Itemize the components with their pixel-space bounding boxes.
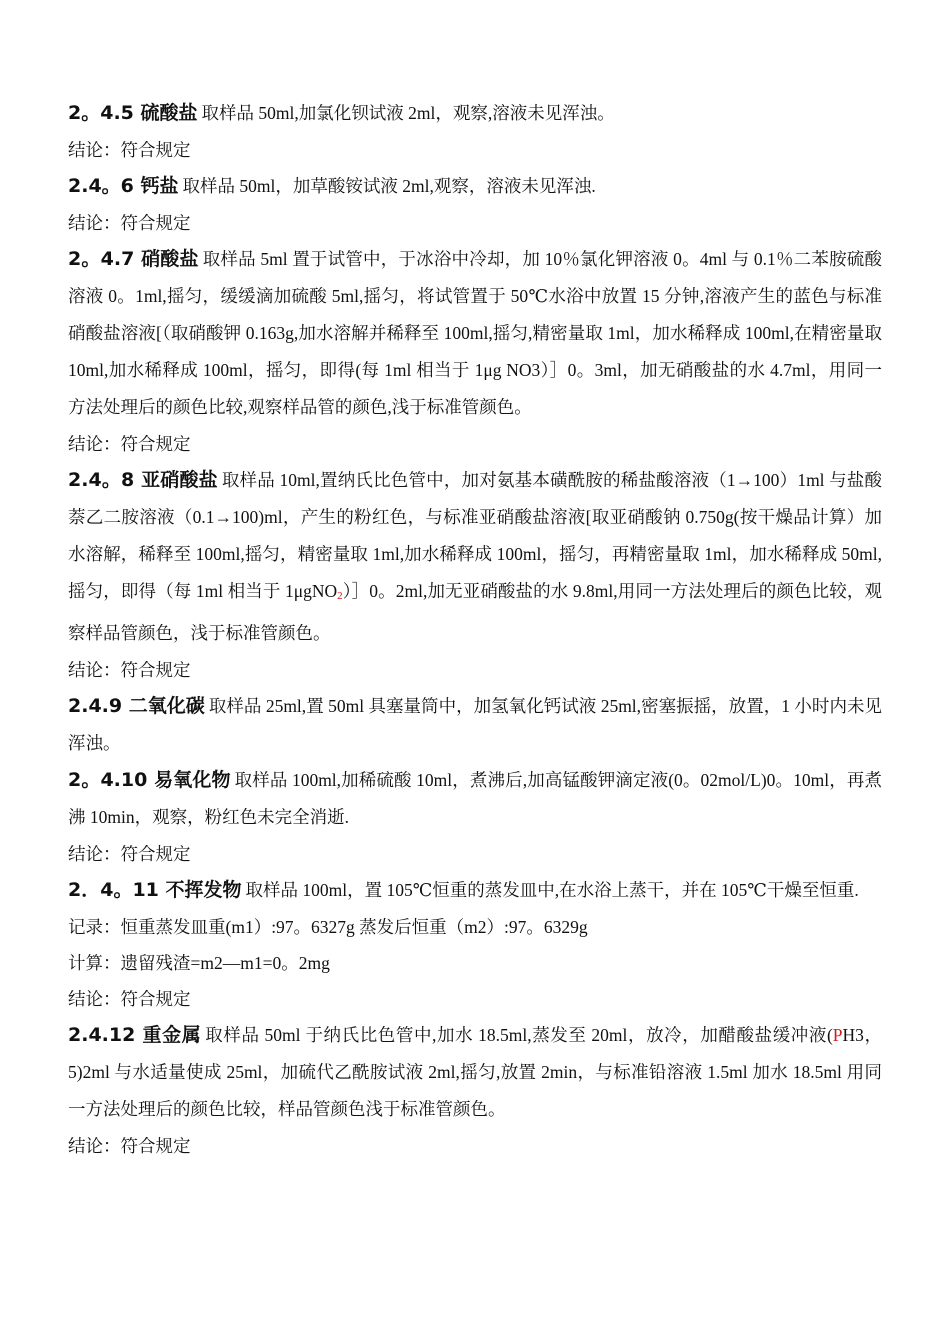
section-heading: 2。4.5 硫酸盐 xyxy=(68,102,198,124)
section-body: 取样品 50ml,加氯化钡试液 2ml，观察,溶液未见浑浊。 xyxy=(201,103,615,123)
section-heading: 2．4。11 不挥发物 xyxy=(68,879,242,901)
paragraph xyxy=(68,688,882,762)
conclusion: 结论：符合规定 xyxy=(68,660,191,680)
conclusion: 结论：符合规定 xyxy=(68,213,191,233)
section-oxidizable xyxy=(68,762,882,872)
paragraph xyxy=(68,462,882,652)
section-body-continued: H3，5)2ml 与水适量使成 25ml，加硫代乙酰胺试液 2ml,摇匀,放置 2min，与标准铅溶液 1.5ml 加水 18.5ml 用同一方法处理后的颜色比较，样品管颜色浅于标准管颜色。 xyxy=(68,1025,882,1119)
conclusion: 结论：符合规定 xyxy=(68,434,191,454)
section-heading: 2.4.9 二氧化碳 xyxy=(68,695,205,717)
section-heading: 2。4.10 易氧化物 xyxy=(68,769,231,791)
section-calcium xyxy=(68,168,882,241)
section-body: 取样品 50ml 于纳氏比色管中,加水 18.5ml,蒸发至 20ml，放冷，加醋酸盐缓冲液( xyxy=(205,1025,833,1045)
section-heading: 2.4.12 重金属 xyxy=(68,1024,202,1046)
section-heading: 2.4。8 亚硝酸盐 xyxy=(68,469,218,491)
section-body: 取样品 100ml,加稀硫酸 10ml，煮沸后,加高锰酸钾滴定液(0。02mol/L)0。10ml，再煮沸 10min，观察，粉红色未完全消逝. xyxy=(68,770,882,827)
section-nonvolatile xyxy=(68,872,882,1017)
paragraph xyxy=(68,95,882,132)
section-body: 取样品 10ml,置纳氏比色管中，加对氨基本磺酰胺的稀盐酸溶液（1→100）1ml 与盐酸萘乙二胺溶液（0.1→100)ml，产生的粉红色，与标准亚硝酸盐溶液[取亚硝酸钠 0.750g(按干燥品计算）加水溶解，稀释至 100ml,摇匀，精密量取 1ml,加水稀释成 100ml，摇匀，再精密量取 1ml，加水稀释成 50ml,摇匀，即得（每 1ml 相当于 1μgNO xyxy=(68,470,882,601)
paragraph xyxy=(68,762,882,836)
highlight-letter: P xyxy=(832,1025,843,1045)
calculation-line: 计算：遗留残渣=m2—m1=0。2mg xyxy=(68,953,330,973)
paragraph xyxy=(68,1017,882,1128)
section-heavy-metals xyxy=(68,1017,882,1164)
section-body: 取样品 5ml 置于试管中，于冰浴中冷却，加 10％氯化钾溶液 0。4ml 与 0.1％二苯胺硫酸溶液 0。1ml,摇匀，缓缓滴加硫酸 5ml,摇匀，将试管置于 50℃水浴中放置 15 分钟,溶液产生的蓝色与标准硝酸盐溶液[（取硝酸钾 0.163g,加水溶解并稀释至 100ml,摇匀,精密量取 1ml，加水稀释成 100ml,在精密量取 10ml,加水稀释成 100ml，摇匀，即得(每 1ml 相当于 1μg NO3）］0。3ml，加无硝酸盐的水 4.7ml，用同一方法处理后的颜色比较,观察样品管的颜色,浅于标准管颜色。 xyxy=(68,249,882,417)
paragraph xyxy=(68,241,882,426)
section-body: 取样品 25ml,置 50ml 具塞量筒中，加氢氧化钙试液 25ml,密塞振摇，放置，1 小时内未见浑浊。 xyxy=(68,696,883,753)
section-body-continued: ）］0。2ml,加无亚硝酸盐的水 9.8ml,用同一方法处理后的颜色比较，观察样品管颜色，浅于标准管颜色。 xyxy=(68,581,882,643)
conclusion: 结论：符合规定 xyxy=(68,844,191,864)
conclusion: 结论：符合规定 xyxy=(68,140,191,160)
section-body: 取样品 50ml，加草酸铵试液 2ml,观察，溶液未见浑浊. xyxy=(182,176,596,196)
paragraph xyxy=(68,872,882,909)
section-nitrate xyxy=(68,241,882,462)
section-body: 取样品 100ml，置 105℃恒重的蒸发皿中,在水浴上蒸干，并在 105℃干燥至恒重. xyxy=(245,880,859,900)
subscript: 2 xyxy=(337,590,343,602)
section-heading: 2.4。6 钙盐 xyxy=(68,175,179,197)
section-heading: 2。4.7 硝酸盐 xyxy=(68,248,199,270)
section-carbon-dioxide xyxy=(68,688,882,762)
conclusion: 结论：符合规定 xyxy=(68,1136,191,1156)
conclusion: 结论：符合规定 xyxy=(68,989,191,1009)
paragraph xyxy=(68,168,882,205)
section-nitrite xyxy=(68,462,882,688)
section-sulfate xyxy=(68,95,882,168)
record-line: 记录：恒重蒸发皿重(m1）:97。6327g 蒸发后恒重（m2）:97。6329g xyxy=(68,917,588,937)
